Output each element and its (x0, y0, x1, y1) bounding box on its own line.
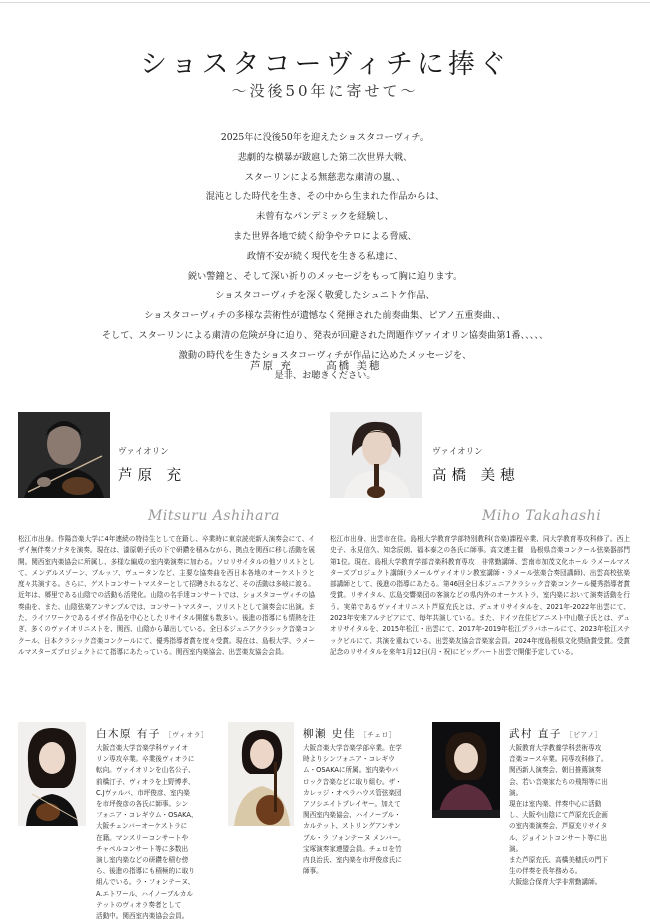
intro-line: スターリンによる無慈悲な粛清の嵐、、 (244, 171, 406, 183)
performer-name: 芦原 充 (118, 468, 187, 484)
performer-bio (303, 743, 405, 877)
performer-name: 高橋 美穂 (432, 468, 520, 484)
intro-line: 鋭い警鐘と、そして深い祈りのメッセージをもって胸に迫ります。 (187, 270, 463, 282)
bio-line: し、大阪や山陰にて芦原充氏企画 (509, 811, 608, 820)
bio-line: の室内楽演奏会、芦原充リサイタ (509, 822, 608, 831)
performer-name: 柳瀬 史佳 (303, 728, 356, 740)
performer-bio (96, 743, 197, 922)
bio-line: リン専攻卒業。卒業後ヴィオラに (96, 755, 195, 764)
bio-line: ム・OSAKAに所属。室内楽やバ (303, 766, 399, 775)
bio-line: 会、若い音楽家たちの飛翔等に出 (509, 777, 608, 786)
performer-instrument: ［チェロ］ (359, 731, 397, 739)
bio-line: カレッジ・オペラハウス管弦楽団 (303, 788, 402, 797)
performer-bio: 松江市出身。作陽音楽大学に4年連続の特待生として在籍し、卒業時に東京読売新人演奏会にて、イザイ無伴奏ソナタを演奏。現在は、漆原朝子氏の下で研鑽を積みながら、拠点を関西に移し活動を展開。関西室内楽協会に所属し、多様な編成の室内楽演奏に加わる。ソロリサイタルの他ソリストとして、メンデルスゾーン、ブルッフ、ヴュータンなど、主要な協奏曲を西日本各地のオーケストラと度々共演する。さらに、ゲストコンサートマスターとして招聘されるなど、その活動は多岐に渡る。近年は、郷里である山陰での活動も活発化。山陰の名手達コンサートでは、ショスタコーヴィチの協奏曲を、また、山陰弦楽アンサンブルでは、コンサートマスター、ソリストとして演奏会に出演。また、ライフワークであるイザイ作品を中心としたリサイタル開催も数多い。後進の指導にも情熱を注ぎ、多くのヴァイオリニストを、関西、山陰から輩出している。全日本ジュニアクラシック音楽コンクール、日本クラシック音楽コンクールにて、優秀指導者賞を度々受賞。現在は、島根大学、ラメールマスターズプロジェクトにて指導にあたっている。関西室内楽協会、出雲楽友協会会員。 (18, 535, 315, 656)
bio-line: 前橋汀子、ヴィオラを上野博孝、 (96, 777, 195, 786)
bio-line: 大阪教育大学教養学科芸術専攻 (509, 744, 602, 752)
performer-name: 武村 直子 (509, 728, 562, 740)
bio-line: フォニア・コレギウム・OSAKA、 (96, 811, 198, 820)
bio-line: 現在は室内楽、伴奏中心に活動 (509, 800, 602, 809)
intro-line: ショスタコーヴィチの多様な芸術性が遺憾なく発揮された前奏曲集、ピアノ五重奏曲、、 (144, 310, 506, 322)
bio-line: 内良治氏、室内楽を市坪俊彦氏に (303, 856, 402, 865)
bio-line: 演。 (509, 844, 523, 853)
intro-line: 悲劇的な横暴が跋扈した第二次世界大戦、 (237, 151, 413, 163)
performer-photo-yanase (228, 722, 294, 826)
bio-line: 組んでいる。ラ・フォンテーヌ、 (96, 878, 195, 887)
signature-line (250, 358, 410, 373)
bio-line: カルテット、ストリングアンサン (303, 822, 401, 831)
bio-line: を市坪俊彦の各氏に師事。シン (96, 800, 189, 809)
performer-photo-takahashi (330, 412, 422, 498)
performer-instrument: ヴァイオリン (432, 447, 483, 457)
bio-line: ブル・ラ フォンテーヌ メンバー。 (303, 833, 405, 842)
bio-line: 関西室内楽協会、ハイノーブル・ (303, 811, 401, 820)
page-title: ショスタコーヴィチに捧ぐ (140, 49, 510, 80)
performer-instrument: ［ピアノ］ (565, 731, 602, 739)
intro-line: 2025年に没後50年を迎えたショスタコーヴィチ。 (220, 132, 430, 143)
bio-line: テットのヴィオラ奏者として (96, 900, 182, 909)
bio-line: A.エトワール、ハイノーブルカル (96, 889, 193, 898)
performer-name-line (509, 726, 602, 741)
bio-line: 音楽コース卒業。同専攻科修了。 (509, 755, 608, 764)
bio-line: 大阪音楽大学音楽学部卒業。在学 (303, 744, 402, 752)
bio-line: ロック音楽などに取り組む。ザ・ (303, 777, 402, 786)
page-subtitle: 〜没後50年に寄せて〜 (231, 82, 419, 100)
bio-line: また芦原充氏、高橋美穂氏の門下 (509, 856, 608, 865)
performer-name-line (96, 726, 208, 741)
bio-line: 在籍。マンスリーコンサートや (96, 833, 189, 842)
bio-line: 宝塚演奏家連盟会員。チェロを竹 (303, 844, 402, 853)
bio-line: チャペルコンサート等に多数出 (96, 844, 189, 853)
bio-line: アソシエイトプレイヤー。加えて (303, 800, 401, 809)
performer-signature: Mitsuru Ashihara (148, 508, 280, 524)
intro-line: 是非、お聴きください。 (274, 369, 376, 381)
signer-name: 高橋 美穂 (326, 360, 382, 372)
bio-line: 転向。ヴァイオリンを山名公子、 (96, 766, 195, 775)
bio-line: 活動中。関西室内楽協会会員。 (96, 912, 189, 921)
signer-name: 芦原 充 (250, 360, 293, 372)
intro-text (0, 128, 650, 385)
performer-signature: Miho Takahashi (482, 508, 602, 524)
performer-photo-ashihara (18, 412, 110, 498)
bio-line: C.Jヴァルバ、市坪俊彦、室内楽 (96, 788, 190, 797)
intro-line: ショスタコーヴィチを深く敬愛したシュニトケ作品、 (215, 290, 435, 302)
bio-line: 大阪チェンバーオーケストラに (96, 822, 188, 831)
bio-line: 師事。 (303, 867, 323, 876)
performer-instrument: ヴァイオリン (118, 447, 169, 457)
bio-line: 時よりシンフォニア・コレギウ (303, 755, 395, 764)
intro-line: 政情不安が続く現代を生きる私達に、 (246, 250, 404, 262)
performer-bio (509, 743, 608, 889)
intro-line: そして、スターリンによる粛清の危険が身に迫り、発表が回避された問題作ヴァイオリン協奏曲第1番、、、、、 (101, 329, 549, 341)
bio-line: 演し室内楽などの研鑽を積む傍 (96, 856, 189, 865)
bio-line: ル、ジョイントコンサート等に出 (509, 833, 607, 842)
bio-line: ら、後進の指導にも積極的に取り (96, 867, 195, 876)
bio-line: 関西新人演奏会、朝日推薦演奏 (509, 766, 602, 775)
bio-line: 演。 (509, 788, 523, 797)
bio-line: 生の伴奏を長年務める。 (509, 867, 582, 876)
intro-line: 未曾有なパンデミックを経験し、 (256, 211, 394, 223)
performer-photo-shirakihara (18, 722, 86, 826)
performer-photo-takemura (432, 722, 500, 818)
intro-line: また世界各地で続く紛争やテロによる脅威、 (233, 230, 417, 242)
bio-line: 大阪総合保育大学非常勤講師。 (509, 878, 602, 887)
top-divider (0, 2, 650, 3)
performer-bio: 松江市出身、出雲市在住。島根大学教育学部特別教科(音楽)課程卒業、同大学教育専攻科修了。西上史子、永見信久、知念辰朗、福本泰之の各氏に師事。高文連主催 島根県音楽コンクール弦楽器部門第1位。現在、島根大学教育学部音楽科教育専攻 非常勤講師、雲南市加茂文化ホール ラメールマスターズプロジェクト講師(ラメールヴァイオリン教室講師・ラメール弦楽合奏団講師)、出雲高校弦楽部講師として、後進の指導にあたる。第46回全日本ジュニアクラシック音楽コンクール優秀指導者賞受賞。リサイタル、広島交響楽団の客演などの県内外のオーケストラ、室内楽において演奏活動を行う。実弟であるヴァイオリニスト芦原充氏とは、デュオリサイタルを、2021年-2022年出雲にて、2023年安来アルテピアにて、毎年共演している。また、ドイツ在住ピアニスト中山敬子氏とは、デュオリサイタルを、2015年松江・出雲にて、2017年-2019年松江プラバホールにて、2023年松江ステックビルにて、共演を重ねている。出雲楽友協会音楽家会員。2024年度島根県文化奨励賞受賞。受賞記念のリサイタルを来年1月12日(月・祝)にビッグハート出雲で開催予定している。 (330, 535, 631, 656)
performer-name-line (303, 726, 396, 741)
intro-line: 激動の時代を生きたショスタコーヴィチが作品に込めたメッセージを、 (178, 349, 472, 361)
bio-line: 大阪音楽大学音楽学科ヴァイオ (96, 744, 189, 752)
intro-line: 混沌とした時代を生き、その中から生まれた作品からは、 (205, 191, 445, 203)
performer-name: 白木原 有子 (96, 728, 161, 740)
performer-instrument: ［ヴィオラ］ (164, 731, 209, 739)
